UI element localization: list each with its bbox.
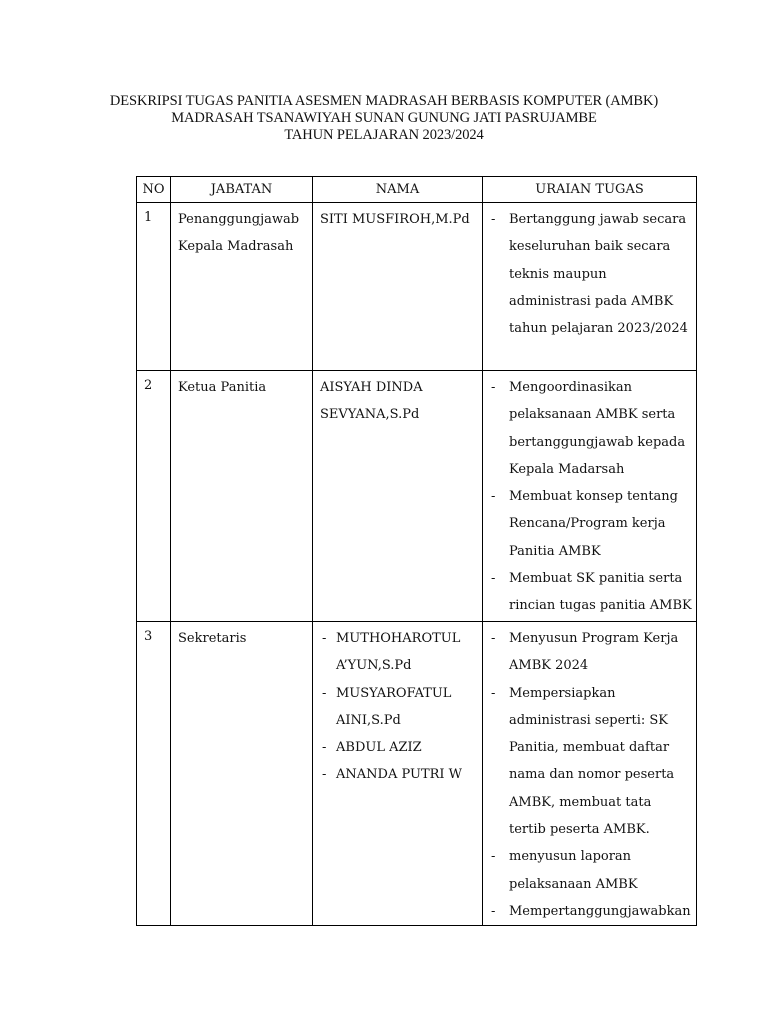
table-row (137, 622, 697, 926)
task-item: - Mengoordinasikan pelaksanaan AMBK serta bertanggungjawab kepada Kepala Madarsah (490, 374, 692, 483)
title-line-1: DESKRIPSI TUGAS PANITIA ASESMEN MADRASAH BERBASIS KOMPUTER (AMBK) (109, 93, 659, 109)
task-table (136, 176, 697, 926)
task-item: - Mempertanggungjawabkan (490, 898, 692, 925)
member-name: - MUSYAROFATUL AINI,S.Pd (320, 680, 478, 735)
member-name: - ABDUL AZIZ (320, 734, 478, 761)
task-item: - Mempersiapkan administrasi seperti: SK Panitia, membuat daftar nama dan nomor peserta AMBK, membuat tata tertib peserta AMBK. (490, 680, 692, 844)
table-row (137, 371, 697, 622)
row-number: 2 (137, 371, 171, 622)
row-nama: AISYAH DINDA SEVYANA,S.Pd (313, 371, 483, 622)
header-uraian-tugas: URAIAN TUGAS (483, 177, 697, 203)
header-nama: NAMA (313, 177, 483, 203)
task-item: - Membuat SK panitia serta rincian tugas panitia AMBK (490, 565, 692, 620)
table-header-row (137, 177, 697, 203)
row-nama: SITI MUSFIROH,M.Pd (313, 203, 483, 371)
row-uraian (483, 203, 697, 371)
member-name: - MUTHOHAROTUL A’YUN,S.Pd (320, 625, 478, 680)
task-item: - Membuat konsep tentang Rencana/Program kerja Panitia AMBK (490, 483, 692, 565)
header-no: NO (137, 177, 171, 203)
row-uraian (483, 622, 697, 926)
row-number: 3 (137, 622, 171, 926)
table-row (137, 203, 697, 371)
row-number: 1 (137, 203, 171, 371)
title-line-2: MADRASAH TSANAWIYAH SUNAN GUNUNG JATI PASRUJAMBE (171, 110, 597, 126)
header-jabatan: JABATAN (171, 177, 313, 203)
document-title (0, 93, 768, 144)
member-name: - ANANDA PUTRI W (320, 761, 478, 788)
row-nama (313, 622, 483, 926)
task-item: - Bertanggung jawab secara keseluruhan baik secara teknis maupun administrasi pada AMBK tahun pelajaran 2023/2024 (490, 206, 692, 342)
row-jabatan: Penanggungjawab Kepala Madrasah (171, 203, 313, 371)
row-uraian (483, 371, 697, 622)
title-line-3: TAHUN PELAJARAN 2023/2024 (284, 127, 484, 143)
row-jabatan: Ketua Panitia (171, 371, 313, 622)
task-item: - Menyusun Program Kerja AMBK 2024 (490, 625, 692, 680)
task-item: - menyusun laporan pelaksanaan AMBK (490, 843, 692, 898)
row-jabatan: Sekretaris (171, 622, 313, 926)
